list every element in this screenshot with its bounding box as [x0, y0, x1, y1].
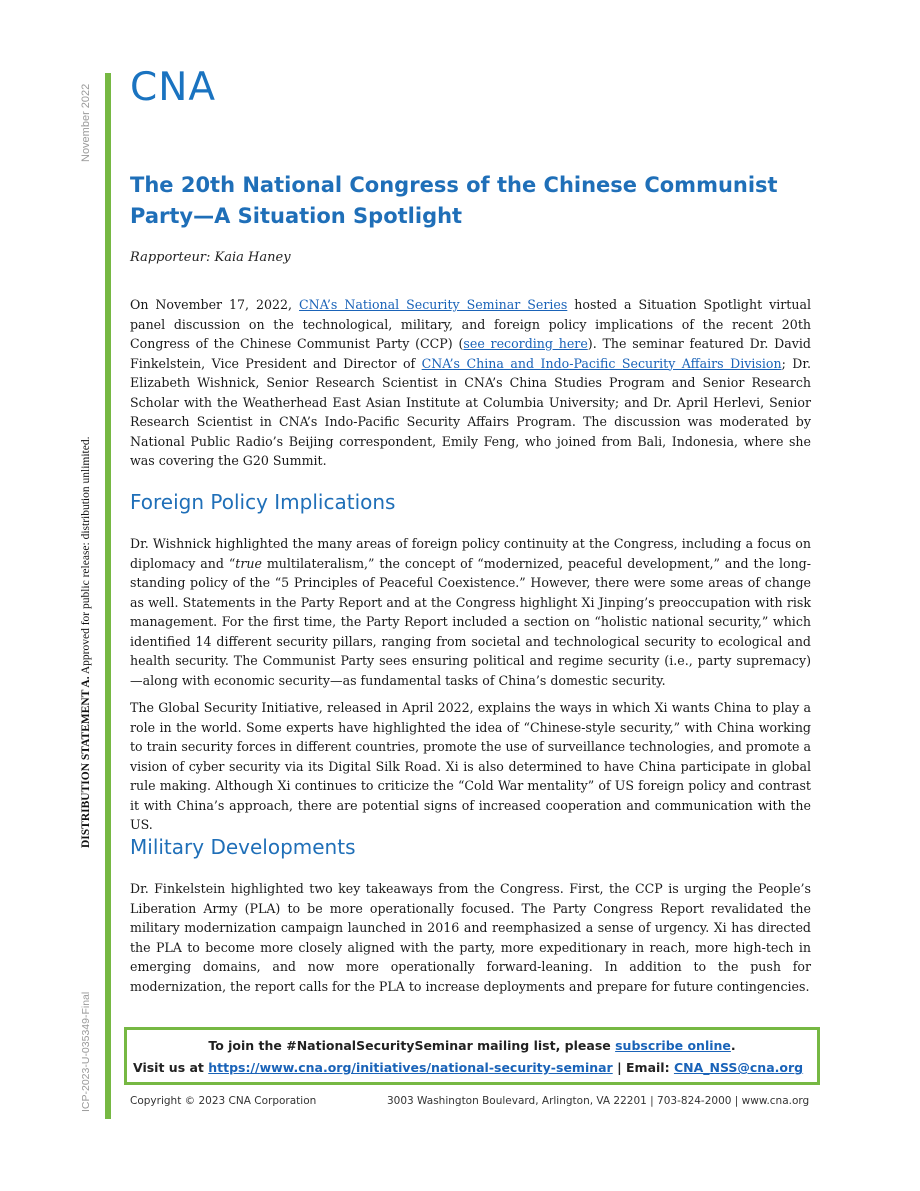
- fp-emphasis-true: true: [235, 555, 262, 571]
- visit-prefix: Visit us at: [133, 1060, 209, 1075]
- footer-copyright: Copyright © 2023 CNA Corporation: [130, 1095, 317, 1107]
- intro-text-2: hosted a Situation Spotlight virtual panel discussion on the technological, military, and foreign policy implications of the recent 20th Congress of the Chinese Communist Party (CCP) (: [130, 297, 811, 351]
- foreign-policy-heading: Foreign Policy Implications: [130, 490, 396, 514]
- military-paragraph-1: Dr. Finkelstein highlighted two key takeaways from the Congress. First, the CCP is urging the People’s Liberation Army (PLA) to be more operationally focused. The Party Congress Report revalidated the military modernization campaign launched in 2016 and reemphasized a sense of urgency. Xi has directed the PLA to become more closely aligned with the party, more expeditionary in reach, more high-tech in emerging domains, and now more operationally forward-leaning. In addition to the push for modernization, the report calls for the PLA to increase deployments and prepare for future contingencies.: [130, 881, 811, 994]
- callout-line-2: [133, 1060, 803, 1075]
- fp-text-b: multilateralism,” the concept of “modernized, peaceful development,” and the long-standing policy of the “5 Principles of Peaceful Coexistence.” However, there were some areas of change as well. Statements in the Party Report and at the Congress highlight Xi Jinping’s preoccupation with risk management. For the first time, the Party Report included a section on “holistic national security,” which identified 14 different security pillars, ranging from societal and technological security to ecological and health security. The Communist Party sees ensuring political and regime security (i.e., party supremacy)—along with economic security—as fundamental tasks of China’s domestic security.: [130, 555, 811, 688]
- recording-link[interactable]: see recording here: [463, 336, 588, 351]
- document-id: ICP-2023-U-035349-Final: [80, 991, 92, 1112]
- seminar-url-link[interactable]: https://www.cna.org/initiatives/national-security-seminar: [208, 1060, 613, 1075]
- email-link[interactable]: CNA_NSS@cna.org: [673, 1060, 804, 1075]
- intro-text-3: ). The seminar featured Dr. David Finkelstein, Vice President and Director of: [130, 336, 811, 371]
- sidebar-date: November 2022: [80, 83, 92, 162]
- division-link[interactable]: CNA’s China and Indo-Pacific Security Affairs Division: [421, 355, 782, 371]
- logo-text: CNA: [130, 65, 217, 110]
- footer-address: 3003 Washington Boulevard, Arlington, VA 22201 | 703-824-2000 | www.cna.org: [387, 1095, 810, 1107]
- subscribe-link[interactable]: subscribe online: [615, 1038, 731, 1053]
- callout-text: To join the #NationalSecuritySeminar mailing list, please: [208, 1038, 616, 1053]
- foreign-policy-paragraph-2: The Global Security Initiative, released in April 2022, explains the ways in which Xi wants China to play a role in the world. Some experts have highlighted the idea of “Chinese-style security,” with China working to train security forces in different countries, promote the use of surveillance technologies, and promote a vision of cyber security via its Digital Silk Road. Xi is also determined to have China participate in global rule making. Although Xi continues to criticize the “Cold War mentality” of US foreign policy and contrast it with China’s approach, there are potential signs of increased cooperation and communication with the US.: [130, 700, 811, 832]
- page-title: The 20th National Congress of the Chinese Communist Party—A Situation Spotlight: [130, 173, 778, 228]
- seminar-series-link[interactable]: CNA’s National Security Seminar Series: [299, 297, 568, 312]
- intro-paragraph: [130, 295, 811, 471]
- distribution-statement-rest: Approved for public release: distribution unlimited.: [80, 436, 92, 677]
- callout-line-1: [127, 1038, 817, 1053]
- cna-logo: [130, 65, 240, 110]
- distribution-statement-bold: DISTRIBUTION STATEMENT A.: [80, 676, 92, 848]
- distribution-statement: [80, 437, 92, 848]
- foreign-policy-paragraph-1: [130, 534, 811, 690]
- rapporteur: Rapporteur: Kaia Haney: [130, 250, 291, 265]
- intro-text-1: On November 17, 2022,: [130, 297, 300, 312]
- green-accent-bar: [105, 73, 111, 1119]
- email-separator: | Email:: [612, 1060, 674, 1075]
- intro-text-4: ; Dr. Elizabeth Wishnick, Senior Research Scientist in CNA’s China Studies Program and Senior Research Scholar with the Weatherhead East Asian Institute at Columbia University; and Dr. April Herlevi, Senior Research Scientist in CNA’s Indo-Pacific Security Affairs Program. The discussion was moderated by National Public Radio’s Beijing correspondent, Emily Feng, who joined from Bali, Indonesia, where she was covering the G20 Summit.: [130, 355, 812, 468]
- military-heading: Military Developments: [130, 835, 356, 859]
- callout-period: .: [730, 1038, 736, 1053]
- mailing-list-callout: [124, 1027, 820, 1085]
- fp-text-a: Dr. Wishnick highlighted the many areas of foreign policy continuity at the Congress, including a focus on diplomacy and “: [130, 536, 811, 571]
